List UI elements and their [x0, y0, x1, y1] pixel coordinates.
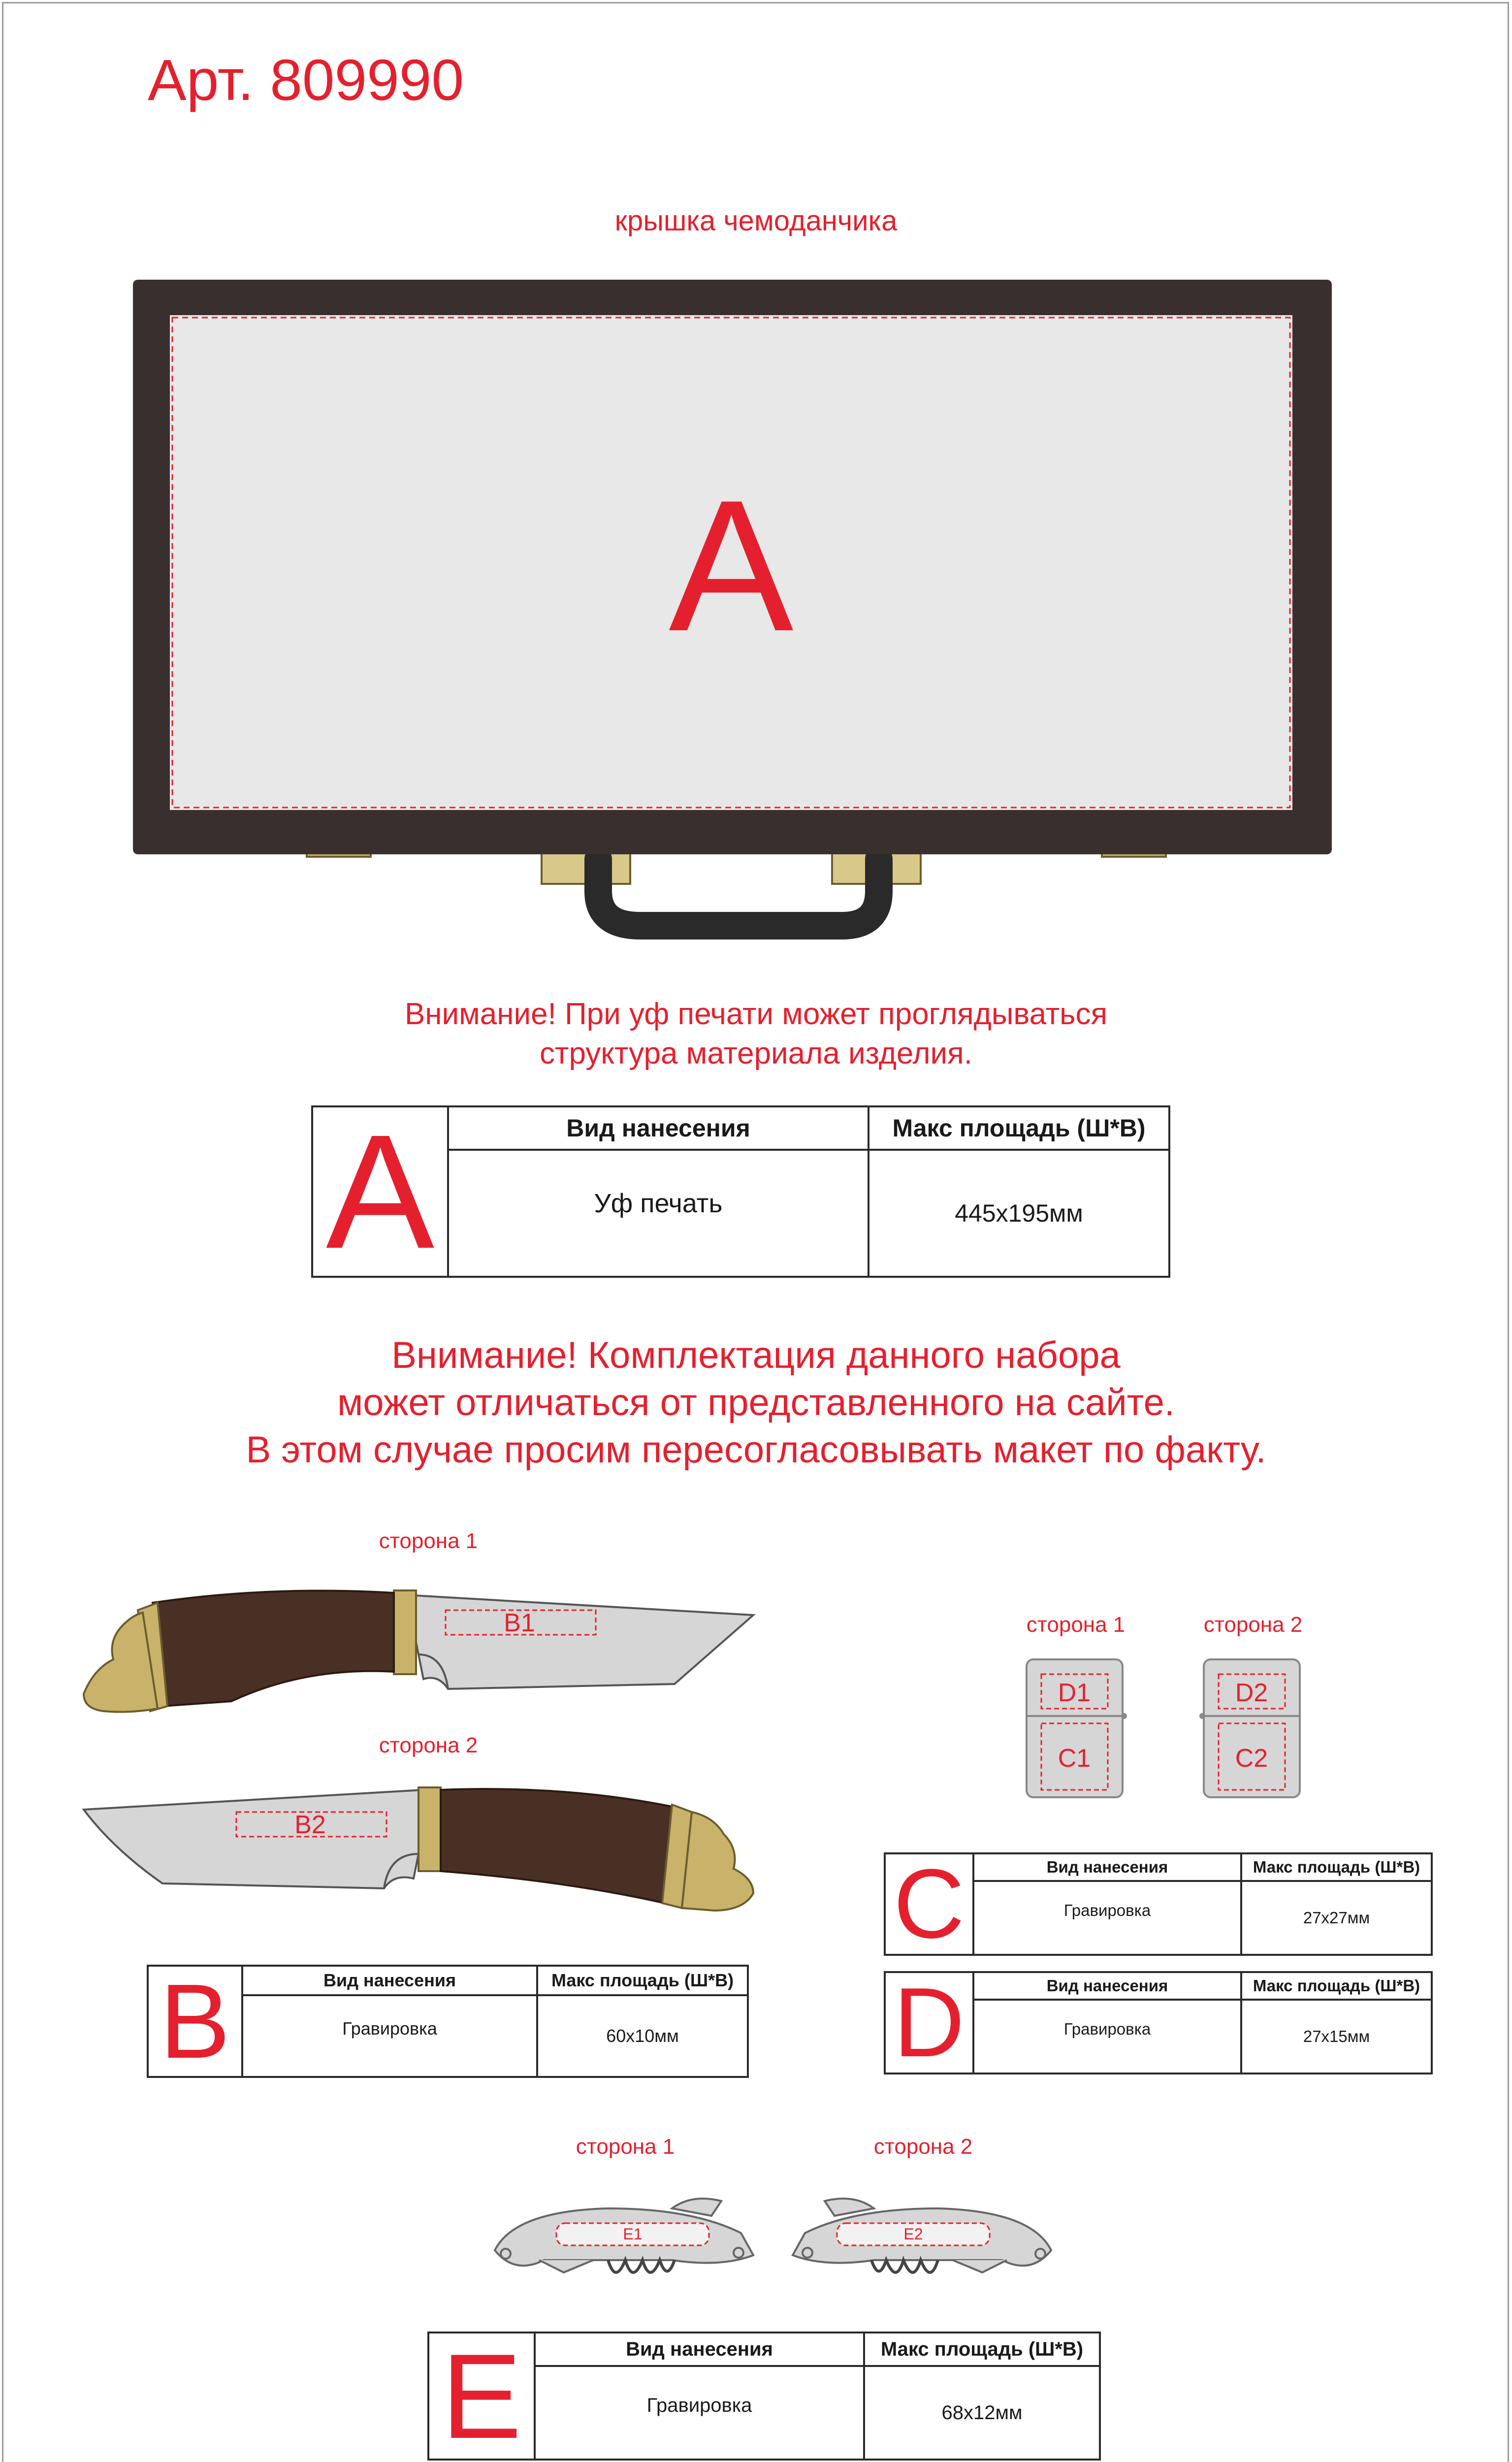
- table-b-method: Гравировка: [342, 2018, 437, 2039]
- knife-side1-label: сторона 1: [379, 1529, 478, 1553]
- spec-table-e: [427, 2329, 1101, 2462]
- table-c-header-area: Макс площадь (Ш*В): [1242, 1854, 1431, 1882]
- corkscrew-side2-label: сторона 2: [873, 2135, 973, 2159]
- table-a-method: Уф печать: [594, 1189, 723, 1218]
- table-c-letter: C: [886, 1854, 974, 1954]
- knife2-blade: [84, 1790, 423, 1888]
- zone-label-e1: E1: [623, 2225, 643, 2243]
- corkscrew-side1: [485, 2186, 761, 2295]
- uv-warning-line2: структура материала изделия.: [540, 1037, 972, 1070]
- lighter-side2-label: сторона 2: [1203, 1613, 1303, 1637]
- table-a-letter: А: [313, 1107, 449, 1276]
- set-warning-line1: Внимание! Комплектация данного набора: [391, 1334, 1121, 1376]
- table-c-method: Гравировка: [1063, 1901, 1151, 1919]
- lighter-side1: [1022, 1654, 1130, 1802]
- spec-table-d: [884, 1968, 1433, 2077]
- set-warning: [0, 1332, 1512, 1474]
- table-a-header-method: Вид нанесения: [449, 1107, 868, 1151]
- table-b-header-area: Макс площадь (Ш*В): [538, 1967, 747, 1996]
- table-d-method: Гравировка: [1063, 2020, 1151, 2038]
- table-e-header-method: Вид нанесения: [536, 2333, 863, 2367]
- set-warning-line2: может отличаться от представленного на сайте.: [337, 1382, 1175, 1424]
- table-a-area: 445х195мм: [955, 1199, 1083, 1227]
- table-d-area: 27х15мм: [1303, 2027, 1370, 2045]
- knife1-handle: [153, 1591, 394, 1707]
- table-a-header-area: Макс площадь (Ш*В): [869, 1107, 1168, 1151]
- zone-label-b1: B1: [504, 1609, 535, 1637]
- table-c-header-method: Вид нанесения: [974, 1854, 1240, 1882]
- lighter-side2: [1196, 1654, 1305, 1802]
- zone-label-d2: D2: [1235, 1679, 1268, 1707]
- corkscrew-side2: [785, 2186, 1061, 2295]
- lighter-side1-label: сторона 1: [1026, 1613, 1126, 1637]
- knife-side2: [74, 1775, 763, 1923]
- zone-label-d1: D1: [1058, 1679, 1091, 1707]
- case-caption: крышка чемоданчика: [614, 205, 898, 237]
- table-d-letter: D: [886, 1973, 974, 2073]
- spec-table-b: [147, 1962, 749, 2080]
- zone-label-c2: C2: [1235, 1744, 1268, 1773]
- table-e-method: Гравировка: [646, 2394, 752, 2416]
- table-b-letter: B: [149, 1967, 243, 2076]
- knife2-handle: [441, 1789, 675, 1903]
- uv-warning-line1: Внимание! При уф печати может проглядываться: [404, 997, 1108, 1031]
- uv-warning: [0, 995, 1512, 1073]
- case-illustration: [0, 271, 1512, 960]
- table-e-letter: E: [429, 2333, 536, 2459]
- knife-side1: [74, 1576, 763, 1723]
- set-warning-line3: В этом случае просим пересогласовывать макет по факту.: [246, 1429, 1266, 1471]
- table-e-header-area: Макс площадь (Ш*В): [865, 2333, 1099, 2367]
- article-number: Арт. 809990: [148, 48, 464, 113]
- zone-label-e2: E2: [903, 2225, 923, 2243]
- table-c-area: 27х27мм: [1303, 1909, 1370, 1927]
- table-d-header-method: Вид нанесения: [974, 1973, 1240, 2001]
- zone-label-a: А: [669, 461, 794, 670]
- table-b-area: 60х10мм: [606, 2026, 679, 2046]
- knife-side2-label: сторона 2: [379, 1733, 478, 1757]
- spec-table-c: [884, 1849, 1433, 1959]
- zone-label-c1: C1: [1058, 1744, 1091, 1773]
- spec-table-a: [311, 1101, 1170, 1282]
- corkscrew-side1-label: сторона 1: [576, 2135, 675, 2159]
- zone-label-b2: B2: [294, 1811, 326, 1839]
- table-b-header-method: Вид нанесения: [243, 1967, 536, 1996]
- table-e-area: 68х12мм: [941, 2401, 1023, 2424]
- table-d-header-area: Макс площадь (Ш*В): [1242, 1973, 1431, 2001]
